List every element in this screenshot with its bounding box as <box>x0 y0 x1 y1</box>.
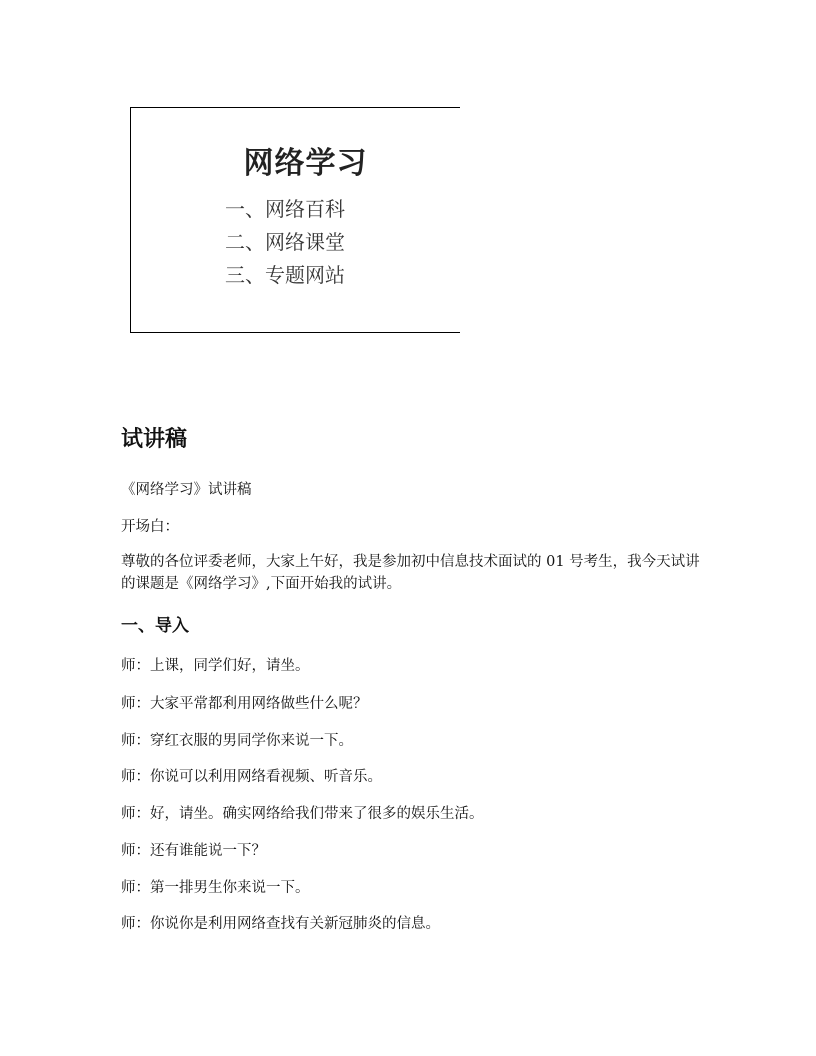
opening-paragraph: 尊敬的各位评委老师，大家上午好，我是参加初中信息技术面试的 01 号考生，我今天试讲的课题是《网络学习》,下面开始我的试讲。 <box>121 554 700 592</box>
dialogue-line: 师：好，请坐。确实网络给我们带来了很多的娱乐生活。 <box>121 806 484 822</box>
document-heading: 试讲稿 <box>121 427 188 452</box>
dialogue-line: 师：你说你是利用网络查找有关新冠肺炎的信息。 <box>121 916 440 932</box>
slide-outline-item: 一、网络百科 <box>225 197 345 221</box>
dialogue-line: 师：穿红衣服的男同学你来说一下。 <box>121 733 353 749</box>
slide-outline-list <box>225 196 345 295</box>
section-heading-intro: 一、导入 <box>121 616 189 636</box>
slide-title: 网络学习 <box>243 146 368 181</box>
dialogue-line: 师：你说可以利用网络看视频、听音乐。 <box>121 769 382 785</box>
dialogue-line: 师：大家平常都利用网络做些什么呢？ <box>121 696 368 712</box>
dialogue-line: 师：还有谁能说一下？ <box>121 843 266 859</box>
slide-preview <box>130 107 460 333</box>
document-subtitle: 《网络学习》试讲稿 <box>121 482 252 498</box>
dialogue-line: 师：上课，同学们好，请坐。 <box>121 658 310 674</box>
slide-outline-item: 三、专题网站 <box>225 263 345 287</box>
slide-outline-item: 二、网络课堂 <box>225 230 345 254</box>
opening-label: 开场白： <box>121 519 179 535</box>
dialogue-line: 师：第一排男生你来说一下。 <box>121 880 310 896</box>
